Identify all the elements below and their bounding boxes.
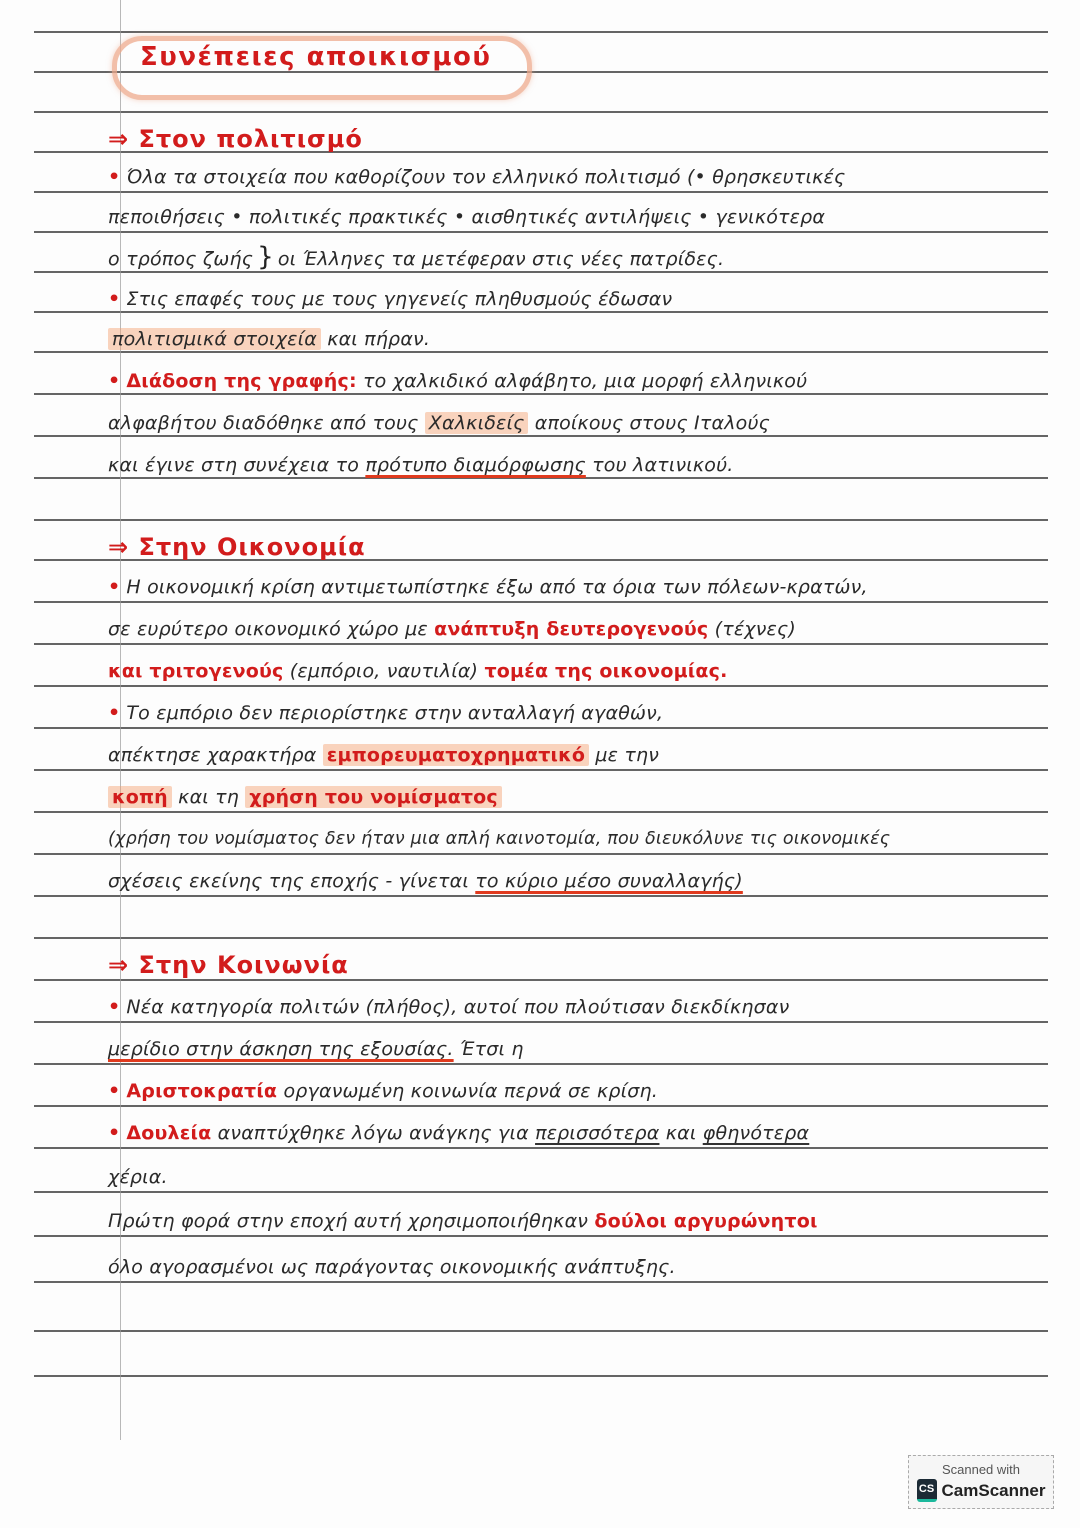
text-line: και έγινε στη συνέχεια το πρότυπο διαμόρφωσης του λατινικού. xyxy=(108,454,734,476)
text-line: σχέσεις εκείνης της εποχής - γίνεται το κύριο μέσο συναλλαγής) xyxy=(108,870,743,892)
text-line: και τριτογενούς (εμπόριο, ναυτιλία) τομέα της οικονομίας. xyxy=(108,660,728,682)
text-line: όλο αγορασμένοι ως παράγοντας οικονομικής ανάπτυξης. xyxy=(108,1256,676,1278)
text-line: • Το εμπόριο δεν περιορίστηκε στην ανταλλαγή αγαθών, xyxy=(108,702,664,724)
text-line: σε ευρύτερο οικονομικό χώρο με ανάπτυξη δευτερογενούς (τέχνες) xyxy=(108,618,796,640)
text-line: κοπή και τη χρήση του νομίσματος xyxy=(108,780,1020,814)
text-line: (χρήση του νομίσματος δεν ήταν μια απλή καινοτομία, που διευκόλυνε τις οικονομικές xyxy=(108,829,891,849)
text-line: μερίδιο στην άσκηση της εξουσίας. Έτσι η xyxy=(108,1038,524,1060)
text-line: Πρώτη φορά στην εποχή αυτή χρησιμοποιήθηκαν δούλοι αργυρώνητοι xyxy=(108,1210,818,1232)
ruled-line xyxy=(34,519,1048,521)
text-line: • Αριστοκρατία οργανωμένη κοινωνία περνά σε κρίση. xyxy=(108,1080,658,1102)
ruled-line xyxy=(34,1375,1048,1377)
text-line: • Δουλεία αναπτύχθηκε λόγω ανάγκης για περισσότερα και φθηνότερα xyxy=(108,1122,810,1144)
brace-icon: } xyxy=(257,242,274,272)
text-line: αλφαβήτου διαδόθηκε από τους Χαλκιδείς αποίκους στους Ιταλούς xyxy=(108,412,771,434)
text-line: • Στις επαφές τους με τους γηγενείς πληθυσμούς έδωσαν xyxy=(108,288,673,310)
underlined-term: το κύριο μέσο συναλλαγής) xyxy=(475,870,743,892)
underlined-term: μερίδιο στην άσκηση της εξουσίας. xyxy=(108,1038,454,1060)
ruled-line xyxy=(34,111,1048,113)
bullet-icon: • xyxy=(108,166,121,188)
camscanner-logo-icon: CS xyxy=(917,1479,937,1502)
bullet-icon: • xyxy=(108,1080,121,1102)
ruled-line xyxy=(34,1330,1048,1332)
text-line: χέρια. xyxy=(108,1166,168,1188)
highlighted-term: εμπορευματοχρηματικό xyxy=(323,744,589,766)
bullet-icon: • xyxy=(108,370,121,392)
section-heading-society: ⇒ Στην Κοινωνία xyxy=(108,951,349,979)
camscanner-watermark: Scanned with CS CamScanner xyxy=(908,1455,1054,1509)
text-line: • Η οικονομική κρίση αντιμετωπίστηκε έξω από τα όρια των πόλεων-κρατών, xyxy=(108,576,868,598)
text-line: ο τρόπος ζωής } οι Έλληνες τα μετέφεραν στις νέες πατρίδες. xyxy=(108,242,725,272)
ruled-line xyxy=(34,937,1048,939)
page-title: Συνέπειες αποικισμού xyxy=(140,42,492,72)
text-line: • Όλα τα στοιχεία που καθορίζουν τον ελληνικό πολιτισμό (• θρησκευτικές xyxy=(108,166,846,188)
section-heading-culture: ⇒ Στον πολιτισμό xyxy=(108,125,363,153)
highlighted-term: Χαλκιδείς xyxy=(425,412,529,434)
bullet-icon: • xyxy=(108,996,121,1018)
bullet-icon: • xyxy=(108,576,121,598)
bullet-icon: • xyxy=(108,702,121,724)
highlighted-term: χρήση του νομίσματος xyxy=(245,786,502,808)
underlined-term: περισσότερα xyxy=(535,1122,660,1144)
text-line: πολιτισμικά στοιχεία και πήραν. xyxy=(108,322,1020,356)
highlighted-term: πολιτισμικά στοιχεία xyxy=(108,328,321,350)
text-line: απέκτησε χαρακτήρα εμπορευματοχρηματικό με την xyxy=(108,744,660,766)
ruled-line xyxy=(34,31,1048,33)
underlined-term: πρότυπο διαμόρφωσης xyxy=(365,454,586,476)
text-line: • Νέα κατηγορία πολιτών (πλήθος), αυτοί που πλούτισαν διεκδίκησαν xyxy=(108,996,790,1018)
highlighted-term: κοπή xyxy=(108,786,172,808)
underlined-term: φθηνότερα xyxy=(702,1122,810,1144)
text-line: πεποιθήσεις • πολιτικές πρακτικές • αισθητικές αντιλήψεις • γενικότερα xyxy=(108,206,826,228)
section-heading-economy: ⇒ Στην Οικονομία xyxy=(108,533,366,561)
bullet-icon: • xyxy=(108,1122,121,1144)
text-line: • Διάδοση της γραφής: το χαλκιδικό αλφάβητο, μια μορφή ελληνικού xyxy=(108,370,808,392)
bullet-icon: • xyxy=(108,288,121,310)
